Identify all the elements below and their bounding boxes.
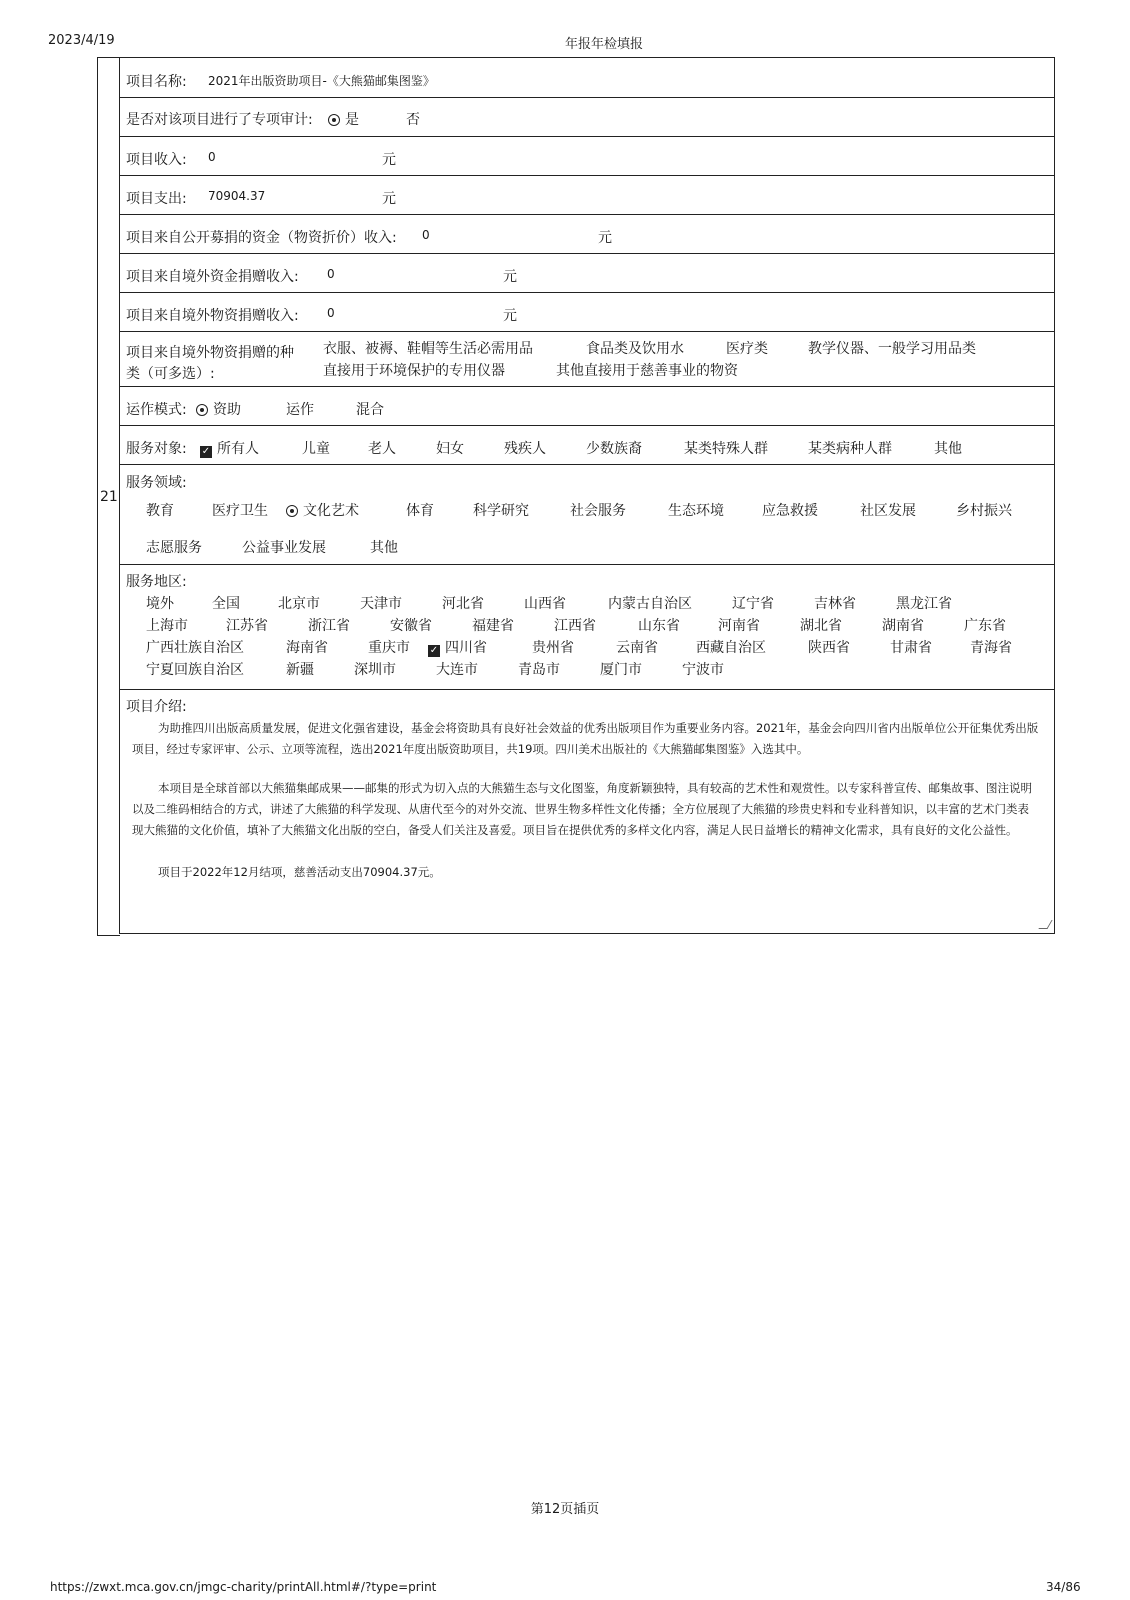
region-option[interactable]: 重庆市 (368, 640, 410, 656)
intro-paragraph: 本项目是全球首部以大熊猫集邮成果——邮集的形式为切入点的大熊猫生态与文化图鉴，角度新颖独特，具有较高的艺术性和观赏性。以专家科普宣传、邮集故事、图注说明以及二维码相结合的方式，讲述了大熊猫的科学发现、从唐代至今的对外交流、世界生物多样性文化传播；全方位展现了大熊猫的珍贵史料和专业科普知识，以丰富的艺术门类表现大熊猫的文化价值，填补了大熊猫文化出版的空白，备受人们关注及喜爱。项目旨在提供优秀的多样文化内容，满足人民日益增长的精神文化需求，具有良好的文化公益性。 (132, 781, 1032, 837)
goods-types-label-2: 类（可多选）: (126, 366, 215, 382)
target-option[interactable]: 少数族裔 (586, 441, 642, 457)
service-region-label: 服务地区: (126, 574, 187, 590)
region-option[interactable]: 西藏自治区 (696, 640, 766, 656)
page-number: 34/86 (1046, 1580, 1081, 1594)
target-option[interactable]: 妇女 (436, 441, 464, 457)
region-option[interactable]: 全国 (212, 596, 240, 612)
special-audit-label: 是否对该项目进行了专项审计: (126, 112, 313, 128)
insert-page-label: 第12页插页 (530, 1502, 600, 1517)
foreign-goods-label: 项目来自境外物资捐赠收入: (126, 308, 299, 324)
expense-value[interactable]: 70904.37 (208, 189, 266, 203)
foreign-fund-value[interactable]: 0 (327, 267, 335, 281)
region-option[interactable]: 宁夏回族自治区 (146, 662, 244, 678)
expense-row (120, 176, 1054, 215)
field-option-selected[interactable]: 文化艺术 (286, 500, 359, 520)
mode-option[interactable]: 运作 (286, 402, 314, 418)
operation-mode-row (120, 387, 1054, 426)
field-option[interactable]: 公益事业发展 (242, 540, 326, 556)
target-option[interactable]: 老人 (368, 441, 396, 457)
field-option[interactable]: 社区发展 (860, 503, 916, 519)
foreign-fund-label: 项目来自境外资金捐赠收入: (126, 269, 299, 285)
region-option[interactable]: 辽宁省 (732, 596, 774, 612)
field-option[interactable]: 科学研究 (473, 503, 529, 519)
region-option[interactable]: 青岛市 (518, 662, 560, 678)
income-label: 项目收入: (126, 152, 187, 168)
region-option[interactable]: 青海省 (970, 640, 1012, 656)
intro-paragraph: 为助推四川出版高质量发展，促进文化强省建设，基金会将资助具有良好社会效益的优秀出版项目作为重要业务内容。2021年，基金会向四川省内出版单位公开征集优秀出版项目，经过专家评审、公示、立项等流程，选出2021年度出版资助项目，共19项。四川美术出版社的《大熊猫邮集图鉴》入选其中。 (132, 721, 1039, 756)
radio-selected-icon (328, 114, 340, 126)
region-option[interactable]: 宁波市 (682, 662, 724, 678)
income-row (120, 137, 1054, 176)
region-option[interactable]: 海南省 (286, 640, 328, 656)
field-option[interactable]: 应急救援 (762, 503, 818, 519)
project-form (119, 57, 1055, 934)
page-title: 年报年检填报 (565, 37, 644, 52)
print-date: 2023/4/19 (48, 33, 115, 48)
region-option[interactable]: 山西省 (524, 596, 566, 612)
field-option[interactable]: 医疗卫生 (212, 503, 268, 519)
print-url: https://zwxt.mca.gov.cn/jmgc-charity/printAll.html#/?type=print (50, 1580, 437, 1594)
public-fund-row (120, 215, 1054, 254)
region-option[interactable]: 云南省 (616, 640, 658, 656)
project-name-row (120, 58, 1054, 98)
expense-unit: 元 (382, 191, 396, 207)
region-option[interactable]: 新疆 (286, 662, 314, 678)
public-fund-value[interactable]: 0 (422, 228, 430, 242)
region-option[interactable]: 广东省 (964, 618, 1006, 634)
region-option[interactable]: 江苏省 (226, 618, 268, 634)
public-fund-unit: 元 (598, 230, 612, 246)
region-option[interactable]: 内蒙古自治区 (608, 596, 692, 612)
intro-label: 项目介绍: (126, 699, 187, 715)
special-audit-row (120, 98, 1054, 137)
radio-selected-icon (286, 505, 298, 517)
region-option[interactable]: 北京市 (278, 596, 320, 612)
audit-no-option[interactable]: 否 (406, 112, 420, 128)
region-option[interactable]: 甘肃省 (890, 640, 932, 656)
region-option[interactable]: 广西壮族自治区 (146, 640, 244, 656)
foreign-fund-row (120, 254, 1054, 293)
mode-option[interactable]: 混合 (356, 402, 384, 418)
mode-option-selected[interactable]: 资助 (196, 399, 241, 419)
region-option[interactable]: 厦门市 (600, 662, 642, 678)
radio-selected-icon (196, 404, 208, 416)
region-option[interactable]: 山东省 (638, 618, 680, 634)
goods-option[interactable]: 直接用于环境保护的专用仪器 (323, 363, 505, 379)
region-option[interactable]: 河北省 (442, 596, 484, 612)
field-option[interactable]: 乡村振兴 (956, 503, 1012, 519)
target-option[interactable]: 其他 (934, 441, 962, 457)
operation-mode-label: 运作模式: (126, 402, 187, 418)
income-value[interactable]: 0 (208, 150, 216, 164)
service-region-row (120, 565, 1054, 690)
service-field-row (120, 465, 1054, 565)
intro-row (120, 690, 1054, 933)
checkbox-checked-icon: ✓ (429, 645, 439, 656)
region-option[interactable]: 湖南省 (882, 618, 924, 634)
public-fund-label: 项目来自公开募捐的资金（物资折价）收入: (126, 230, 397, 246)
target-option[interactable]: 某类病种人群 (808, 441, 892, 457)
region-option[interactable]: 上海市 (146, 618, 188, 634)
foreign-goods-row (120, 293, 1054, 332)
goods-types-label-1: 项目来自境外物资捐赠的种 (126, 345, 294, 361)
goods-option[interactable]: 食品类及饮用水 (586, 341, 684, 357)
region-option[interactable]: 大连市 (436, 662, 478, 678)
intro-paragraph: 项目于2022年12月结项，慈善活动支出70904.37元。 (158, 865, 441, 879)
region-option[interactable]: 黑龙江省 (896, 596, 952, 612)
resize-handle-icon[interactable] (1038, 920, 1052, 929)
goods-option[interactable]: 医疗类 (726, 341, 768, 357)
service-field-label: 服务领域: (126, 475, 187, 491)
foreign-goods-value[interactable]: 0 (327, 306, 335, 320)
region-option[interactable]: 天津市 (360, 596, 402, 612)
service-target-row (120, 426, 1054, 465)
goods-types-row (120, 332, 1054, 387)
target-option[interactable]: 儿童 (302, 441, 330, 457)
field-option[interactable]: 其他 (370, 540, 398, 556)
field-option[interactable]: 社会服务 (570, 503, 626, 519)
field-option[interactable]: 体育 (406, 503, 434, 519)
project-name-label: 项目名称: (126, 74, 187, 90)
field-option[interactable]: 教育 (146, 503, 174, 519)
foreign-goods-unit: 元 (503, 308, 517, 324)
row-index: 21 (100, 489, 118, 505)
target-option-selected[interactable]: ✓ 所有人 (201, 441, 259, 457)
field-option[interactable]: 生态环境 (668, 503, 724, 519)
expense-label: 项目支出: (126, 191, 187, 207)
region-option[interactable]: 深圳市 (354, 662, 396, 678)
region-option[interactable]: 福建省 (472, 618, 514, 634)
region-option[interactable]: 湖北省 (800, 618, 842, 634)
region-option[interactable]: 河南省 (718, 618, 760, 634)
goods-option[interactable]: 教学仪器、一般学习用品类 (808, 341, 976, 357)
region-option[interactable]: 浙江省 (308, 618, 350, 634)
project-name-value[interactable]: 2021年出版资助项目-《大熊猫邮集图鉴》 (208, 74, 435, 88)
checkbox-checked-icon: ✓ (201, 446, 211, 457)
region-option[interactable]: 吉林省 (814, 596, 856, 612)
goods-option[interactable]: 衣服、被褥、鞋帽等生活必需用品 (323, 341, 533, 357)
region-option[interactable]: 江西省 (554, 618, 596, 634)
region-option-selected[interactable]: ✓ 四川省 (429, 640, 487, 656)
target-option[interactable]: 某类特殊人群 (684, 441, 768, 457)
income-unit: 元 (382, 152, 396, 168)
region-option[interactable]: 贵州省 (532, 640, 574, 656)
goods-option[interactable]: 其他直接用于慈善事业的物资 (556, 363, 738, 379)
region-option[interactable]: 境外 (146, 596, 174, 612)
region-option[interactable]: 安徽省 (390, 618, 432, 634)
foreign-fund-unit: 元 (503, 269, 517, 285)
target-option[interactable]: 残疾人 (504, 441, 546, 457)
service-target-label: 服务对象: (126, 441, 187, 457)
region-option[interactable]: 陕西省 (808, 640, 850, 656)
field-option[interactable]: 志愿服务 (146, 540, 202, 556)
audit-yes-option[interactable]: 是 (328, 109, 359, 129)
